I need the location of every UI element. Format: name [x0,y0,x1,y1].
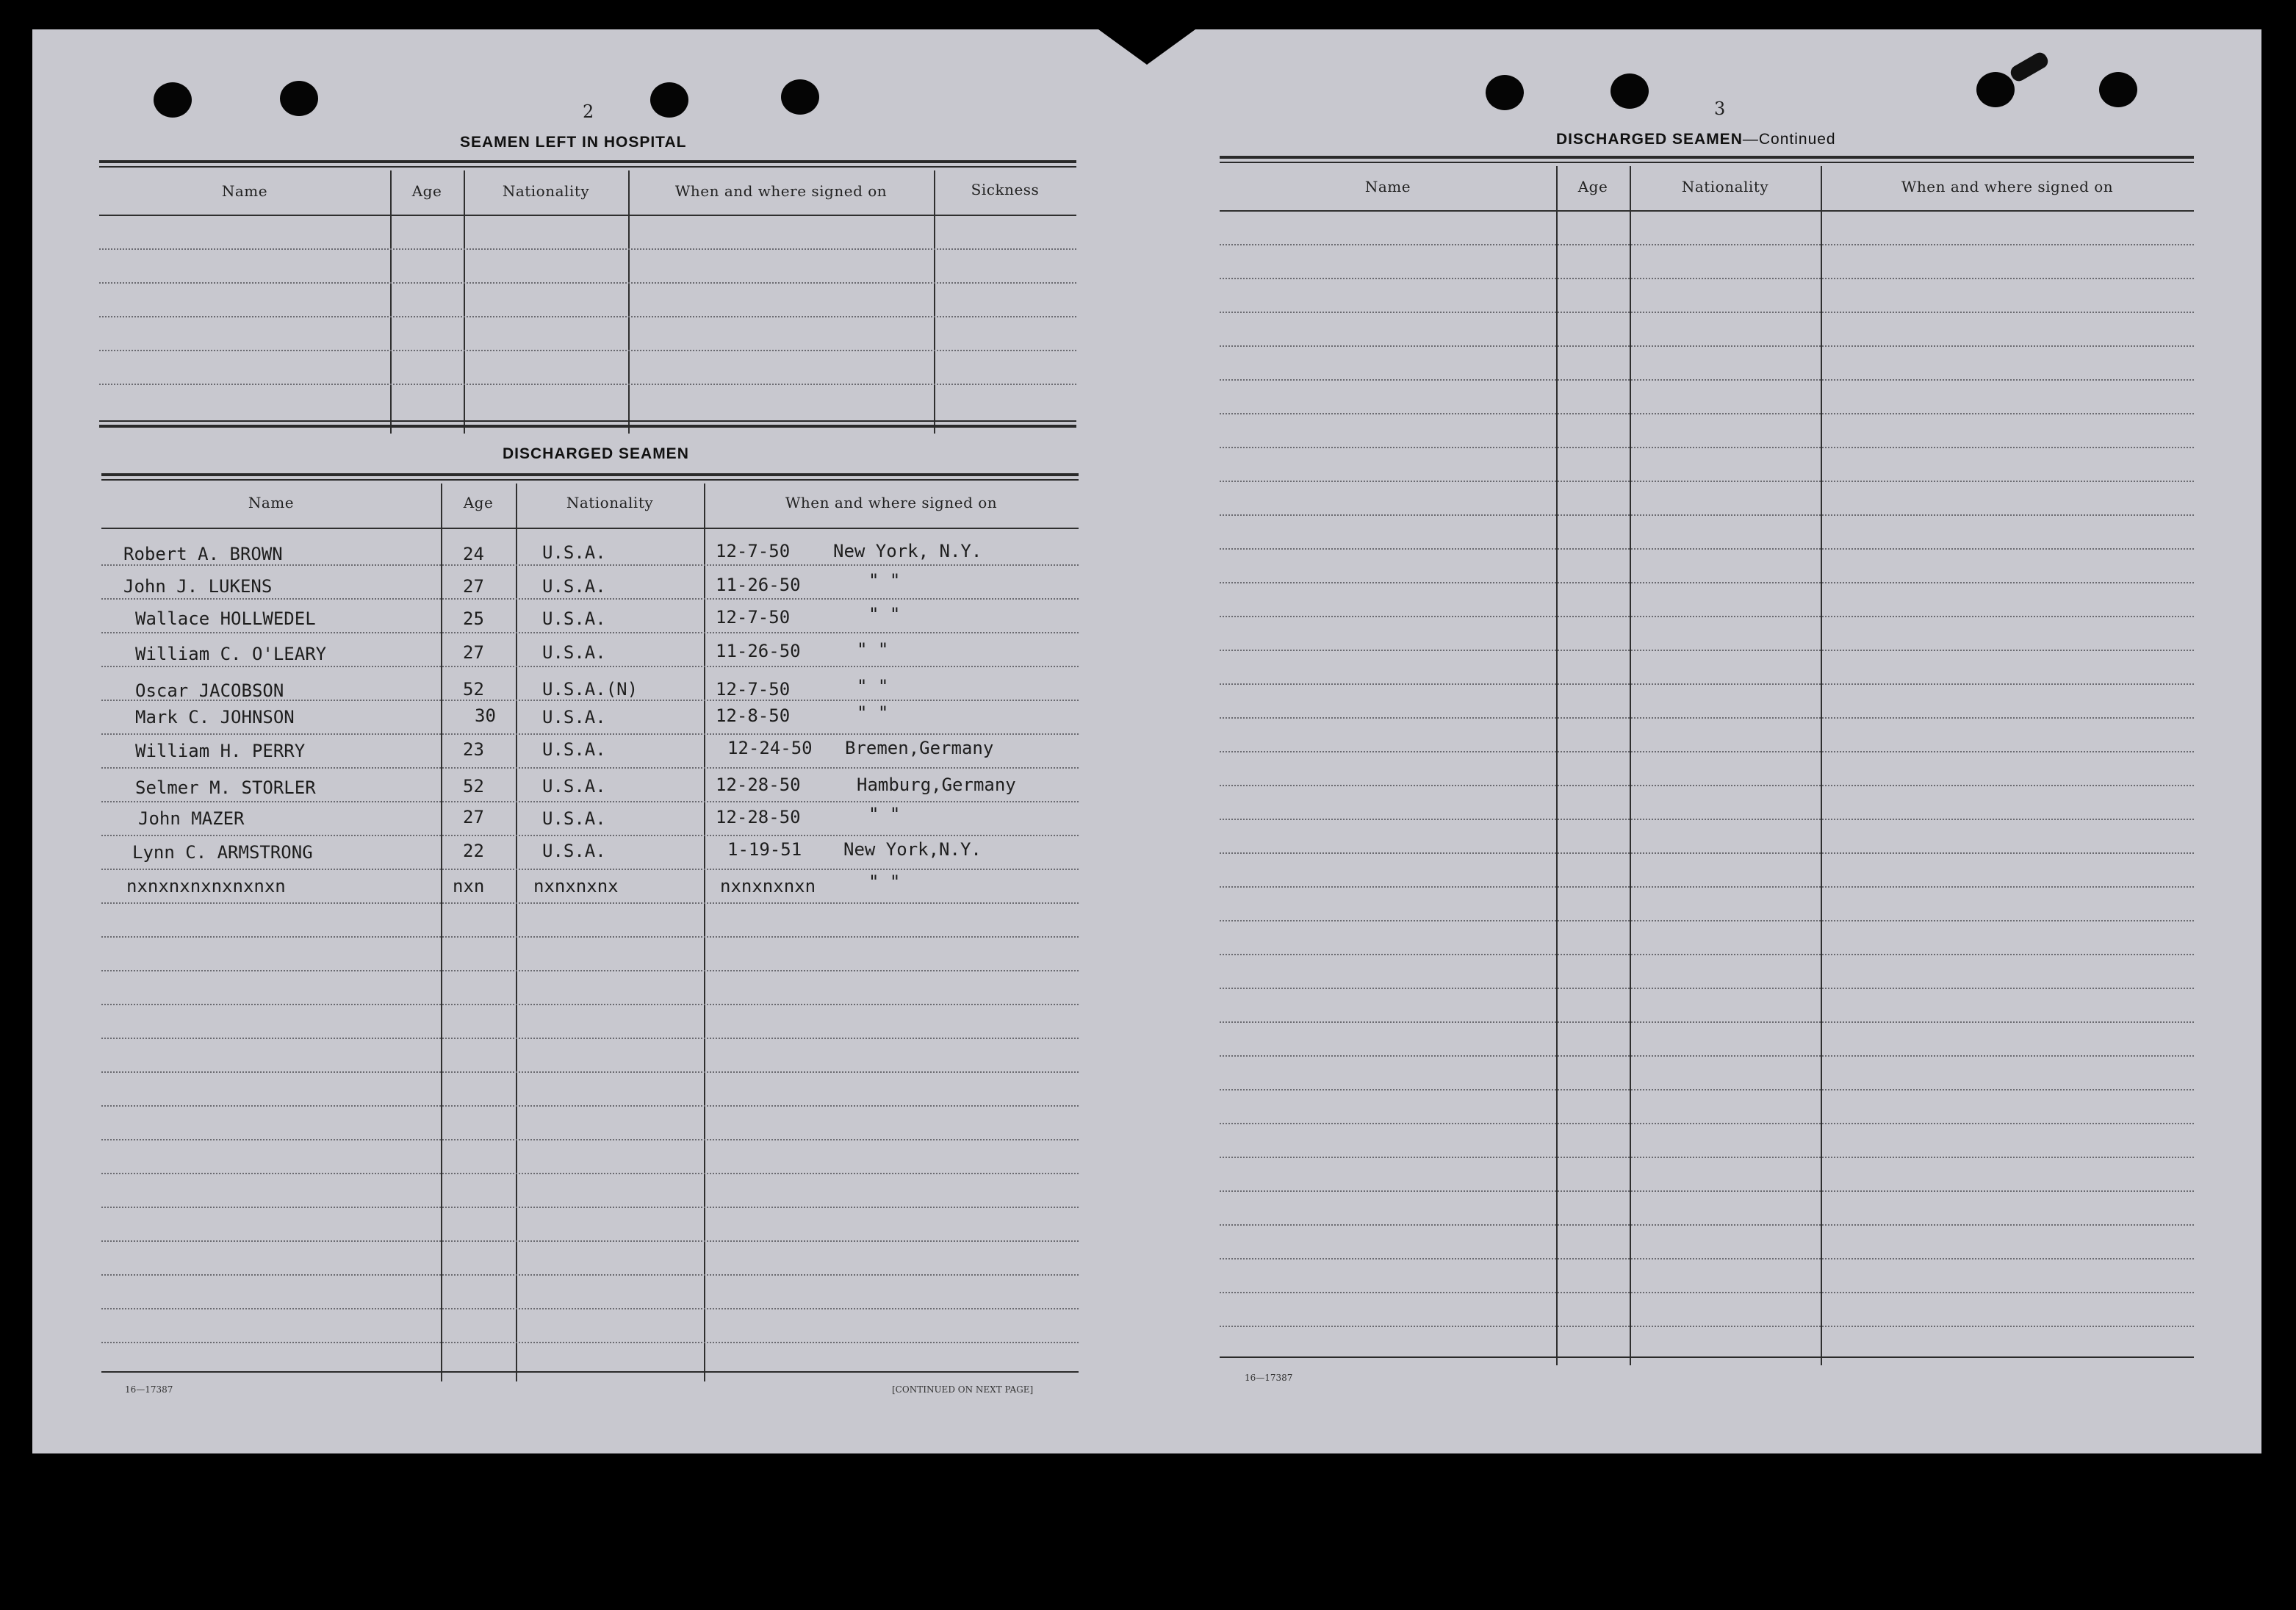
ruled-line [101,733,1079,735]
table-row-age: nxn [453,876,485,896]
ruled-line [101,936,1079,938]
ruled-line [1220,920,2194,921]
ruled-line [1220,447,2194,448]
table-row-name: Oscar JACOBSON [135,680,284,701]
table-row-nationality: U.S.A. [542,739,606,760]
hospital-section-title: SEAMEN LEFT IN HOSPITAL [460,134,687,151]
ruled-line [1220,1123,2194,1124]
ruled-line [1220,1157,2194,1158]
ruled-line [101,801,1079,802]
discharged-header-age: Age [463,494,494,511]
table-row-age: 52 [463,679,484,700]
ruled-line [101,970,1079,971]
continued-header-age: Age [1577,178,1608,195]
table-row-age: 52 [463,776,484,797]
table-row-age: 25 [463,608,484,629]
ruled-line [101,564,1079,566]
ruled-line [1220,345,2194,347]
table-row-date: 12-28-50 [716,807,801,827]
ruled-line [1220,244,2194,245]
ruled-line [1220,312,2194,313]
hospital-header-signed-on: When and where signed on [674,182,888,200]
ruled-line [1220,886,2194,888]
form-number: 16—17387 [125,1384,173,1395]
table-row-name: John J. LUKENS [123,576,273,597]
table-row-place: New York, N.Y. [833,541,982,561]
punch-hole [1611,73,1649,109]
ruled-line [101,1004,1079,1005]
table-row-place: " " [868,604,901,625]
table-row-date: nxnxnxnxn [720,876,816,896]
ruled-line [1220,548,2194,550]
ruled-line [101,1071,1079,1073]
ruled-line [101,1342,1079,1343]
table-row-age: 27 [463,576,484,597]
table-row-place: " " [857,676,889,697]
ruled-line [1220,1089,2194,1090]
ruled-line [101,632,1079,633]
ruled-line [1220,481,2194,482]
discharged-table [101,473,1079,1381]
ruled-line [1220,1055,2194,1057]
ruled-line [1220,751,2194,752]
hospital-header-sickness: Sickness [971,181,1040,198]
table-row-nationality: U.S.A. [542,642,606,663]
table-row-nationality: U.S.A. [542,776,606,797]
ruled-line [1220,1292,2194,1293]
page-number: 2 [583,101,594,122]
table-row-nationality: nxnxnxnx [533,876,619,896]
table-row-age: 22 [463,841,484,861]
table-row-place: New York,N.Y. [843,839,982,860]
table-row-place: Hamburg,Germany [857,775,1016,795]
punch-hole [1976,72,2015,107]
ruled-line [1220,413,2194,414]
table-row-place: " " [857,702,889,723]
punch-hole [1486,75,1524,110]
ruled-line [1220,616,2194,617]
ruled-line [1220,785,2194,786]
ruled-line [1220,1190,2194,1192]
ruled-line [101,598,1079,600]
table-row-date: 12-7-50 [716,679,791,700]
discharged-header-name: Name [248,494,295,511]
table-row-place: " " [868,804,901,824]
table-row-date: 12-28-50 [716,775,801,795]
table-row-nationality: U.S.A. [542,576,606,597]
table-row-place: " " [857,639,889,660]
punch-hole [154,82,192,118]
ruled-line [1220,852,2194,854]
hospital-header-age: Age [411,182,442,200]
discharged-continued-title [1556,131,1836,148]
ruled-line [101,1274,1079,1276]
table-row-nationality: U.S.A.(N) [542,679,638,700]
ruled-line [101,666,1079,667]
table-row-age: 30 [475,705,496,726]
ruled-line [1220,683,2194,685]
punch-hole [2099,72,2137,107]
table-row-name: Robert A. BROWN [123,544,283,564]
table-row-nationality: U.S.A. [542,841,606,861]
ruled-line [101,1207,1079,1208]
table-row-name: Selmer M. STORLER [135,777,316,798]
table-row-name: John MAZER [138,808,245,829]
ruled-line [1220,514,2194,516]
table-row-name: nxnxnxnxnxnxnxn [126,876,286,896]
ruled-line [101,767,1079,769]
table-row-age: 24 [463,544,484,564]
ruled-line [101,1105,1079,1107]
table-row-age: 27 [463,642,484,663]
table-row-name: William H. PERRY [135,741,306,761]
continued-suffix: —Continued [1742,131,1836,148]
ruled-line [1220,1258,2194,1259]
ruled-line [101,1038,1079,1039]
ruled-line [101,1139,1079,1140]
hospital-table [99,160,1076,432]
ruled-line [1220,1021,2194,1023]
ruled-line [1220,650,2194,651]
table-row-nationality: U.S.A. [542,542,606,563]
table-row-date: 12-7-50 [716,607,791,628]
hospital-header-nationality: Nationality [502,182,590,200]
ruled-line [101,902,1079,904]
form-number: 16—17387 [1245,1373,1293,1383]
table-row-place: Bremen,Germany [845,738,994,758]
ruled-line [1220,819,2194,820]
discharged-section-title: DISCHARGED SEAMEN [503,445,689,462]
ruled-line [101,1173,1079,1174]
ruled-line [101,869,1079,870]
page-number: 3 [1714,98,1726,119]
table-row-date: 11-26-50 [716,575,801,595]
table-row-date: 12-8-50 [716,705,791,726]
continued-header-name: Name [1364,178,1411,195]
table-row-place: " " [868,570,901,591]
ruled-line [1220,988,2194,989]
table-row-name: William C. O'LEARY [135,644,327,664]
ruled-line [101,1240,1079,1242]
ruled-line [101,1308,1079,1309]
table-row-date: 1-19-51 [727,839,802,860]
continued-note: [CONTINUED ON NEXT PAGE] [892,1384,1034,1395]
table-row-nationality: U.S.A. [542,808,606,829]
discharged-header-nationality: Nationality [566,494,654,511]
table-row-age: 27 [463,807,484,827]
ruled-line [1220,717,2194,719]
continued-header-nationality: Nationality [1681,178,1769,195]
ruled-line [1220,1224,2194,1226]
hospital-header-name: Name [221,182,268,200]
table-row-date: 11-26-50 [716,641,801,661]
discharged-title-text: DISCHARGED SEAMEN [1556,131,1743,148]
table-row-date: 12-24-50 [727,738,813,758]
table-row-place: " " [868,872,901,892]
table-row-nationality: U.S.A. [542,707,606,727]
continued-header-signed-on: When and where signed on [1901,178,2114,195]
discharged-continued-table [1220,156,2194,1365]
ruled-line [101,835,1079,836]
punch-hole [650,82,688,118]
table-row-name: Lynn C. ARMSTRONG [132,842,313,863]
ruled-line [1220,278,2194,279]
punch-hole [280,81,318,116]
table-row-name: Mark C. JOHNSON [135,707,295,727]
ruled-line [1220,582,2194,583]
table-row-nationality: U.S.A. [542,608,606,629]
punch-hole [781,79,819,115]
table-row-age: 23 [463,739,484,760]
ruled-line [1220,1326,2194,1327]
discharged-header-signed-on: When and where signed on [785,494,998,511]
table-row-name: Wallace HOLLWEDEL [135,608,316,629]
page-notch [1098,29,1195,65]
ruled-line [1220,379,2194,381]
table-row-date: 12-7-50 [716,541,791,561]
ruled-line [1220,954,2194,955]
